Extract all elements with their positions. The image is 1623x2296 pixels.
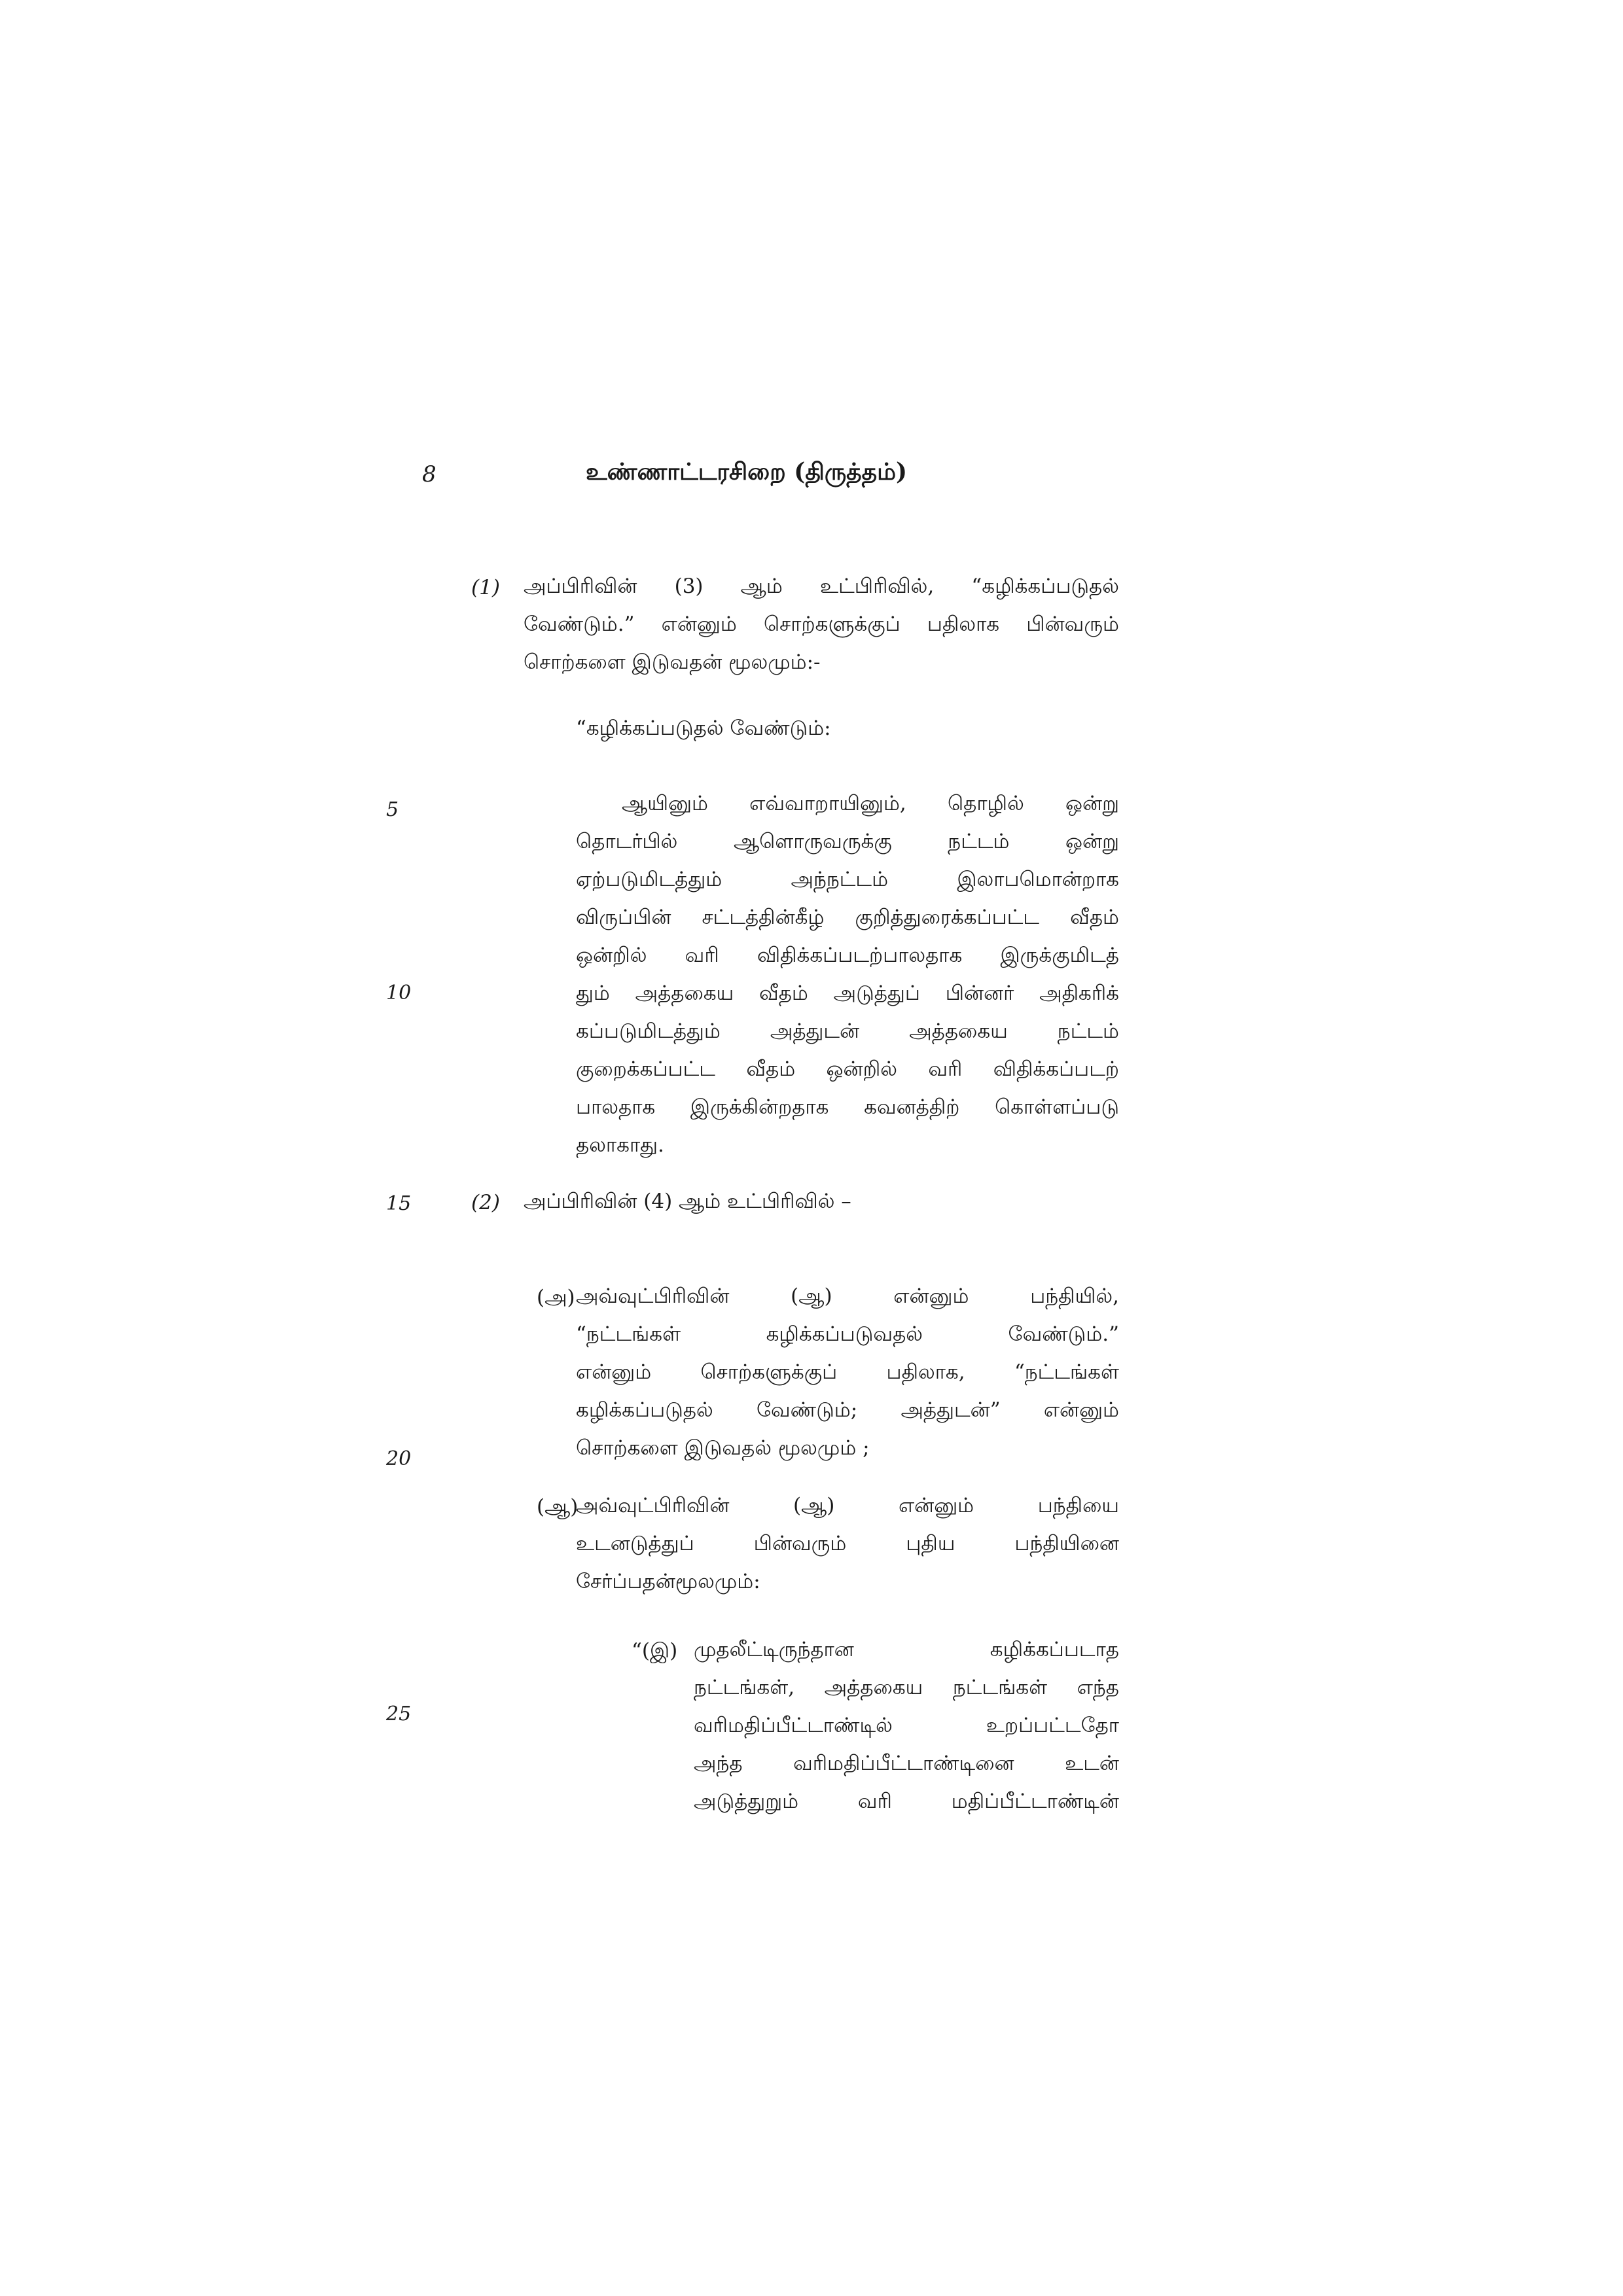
para2-text: அப்பிரிவின் (4) ஆம் உட்பிரிவில் –: [524, 1190, 851, 1213]
proviso-line: தலாகாது.: [576, 1133, 664, 1157]
para1-text: [524, 574, 1119, 688]
proviso-line: ஒன்றில் வரி விதிக்கப்படற்பாலதாக இருக்குமிடத்: [576, 944, 1119, 967]
proviso-line: ஆயினும் எவ்வாறாயினும், தொழில் ஒன்று: [622, 792, 1119, 815]
proviso-line: தும் அத்தகைய வீதம் அடுத்துப் பின்னர் அதிகரிக்: [576, 981, 1119, 1005]
line-number-15: 15: [386, 1192, 412, 1215]
sub-i-line: முதலீட்டிருந்தான கழிக்கப்படாத: [694, 1638, 1119, 1661]
sub-aa-text: [576, 1494, 1119, 1608]
para2-label: (2): [471, 1191, 500, 1214]
sub-aa-line: அவ்வுட்பிரிவின் (ஆ) என்னும் பந்தியை: [576, 1494, 1119, 1517]
sub-a-line: “நட்டங்கள் கழிக்கப்படுவதல் வேண்டும்.”: [576, 1322, 1119, 1346]
para1-line: அப்பிரிவின் (3) ஆம் உட்பிரிவில், “கழிக்கப்படுதல்: [524, 574, 1119, 598]
proviso-line: ஏற்படுமிடத்தும் அந்நட்டம் இலாபமொன்றாக: [576, 868, 1119, 891]
para1-label: (1): [471, 576, 500, 599]
sub-a-text: [576, 1284, 1119, 1474]
sub-aa-line: சேர்ப்பதன்மூலமும்:: [576, 1570, 760, 1593]
line-number-10: 10: [386, 981, 412, 1004]
sub-a-line: என்னும் சொற்களுக்குப் பதிலாக, “நட்டங்கள்: [576, 1360, 1119, 1384]
line-number-20: 20: [386, 1447, 412, 1470]
sub-a-line: அவ்வுட்பிரிவின் (ஆ) என்னும் பந்தியில்,: [576, 1284, 1119, 1308]
sub-a-label: (அ): [537, 1286, 575, 1309]
proviso-line: கப்படுமிடத்தும் அத்துடன் அத்தகைய நட்டம்: [576, 1019, 1119, 1043]
para1-line: வேண்டும்.” என்னும் சொற்களுக்குப் பதிலாக பின்வரும்: [524, 612, 1119, 636]
para1-line: சொற்களை இடுவதன் மூலமும்:-: [524, 650, 821, 674]
sub-i-line: வரிமதிப்பீட்டாண்டில் உறப்பட்டதோ: [694, 1714, 1119, 1737]
line-number-5: 5: [386, 798, 399, 821]
quote-text: “கழிக்கப்படுதல் வேண்டும்:: [576, 716, 831, 740]
sub-a-line: கழிக்கப்படுதல் வேண்டும்; அத்துடன்” என்னும்: [576, 1398, 1119, 1422]
sub-i-line: அடுத்துறும் வரி மதிப்பீட்டாண்டின்: [694, 1790, 1119, 1813]
proviso-line: விருப்பின் சட்டத்தின்கீழ் குறித்துரைக்கப்பட்ட வீதம்: [576, 906, 1119, 929]
sub-i-line: அந்த வரிமதிப்பீட்டாண்டினை உடன்: [694, 1752, 1119, 1775]
line-number-25: 25: [386, 1703, 412, 1725]
page-title: உண்ணாட்டரசிறை (திருத்தம்): [586, 458, 908, 486]
page-number: 8: [422, 461, 437, 487]
sub-i-line: நட்டங்கள், அத்தகைய நட்டங்கள் எந்த: [694, 1676, 1119, 1699]
sub-i-text: [694, 1638, 1119, 1828]
sub-a-line: சொற்களை இடுவதல் மூலமும் ;: [576, 1436, 870, 1460]
sub-aa-label: (ஆ): [537, 1495, 579, 1519]
sub-aa-line: உடனடுத்துப் பின்வரும் புதிய பந்தியினை: [576, 1532, 1119, 1555]
proviso-line: தொடர்பில் ஆளொருவருக்கு நட்டம் ஒன்று: [576, 830, 1119, 853]
sub-i-label: “(இ): [632, 1639, 678, 1663]
proviso-text: [576, 792, 1119, 1171]
proviso-line: பாலதாக இருக்கின்றதாக கவனத்திற் கொள்ளப்படு: [576, 1095, 1119, 1119]
proviso-line: குறைக்கப்பட்ட வீதம் ஒன்றில் வரி விதிக்கப்படற்: [576, 1057, 1119, 1081]
